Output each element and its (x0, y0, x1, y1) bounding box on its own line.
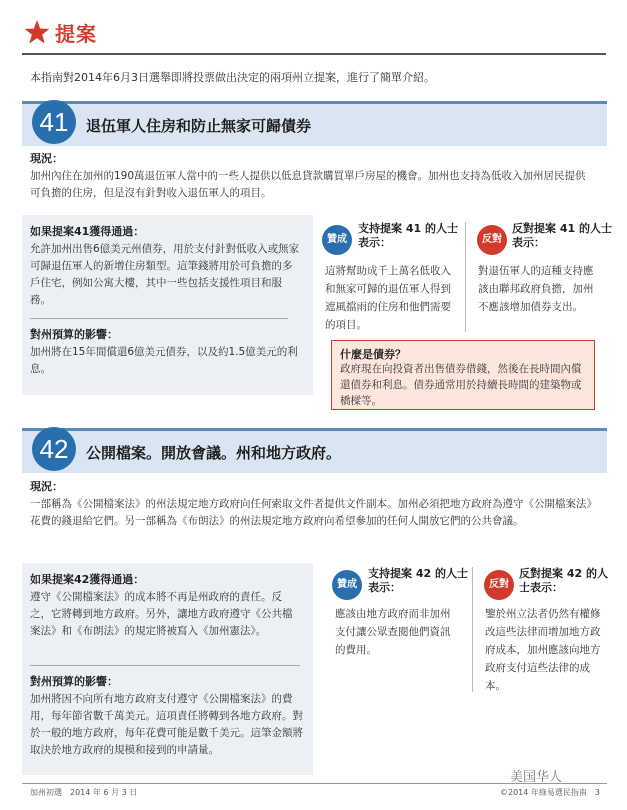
footer-left: 加州初選 2014 年 6 月 3 日 (30, 788, 138, 797)
prop41-current-label: 現況： (30, 152, 63, 165)
footer-right: ©2014 年綠易選民指南 3 (500, 788, 600, 797)
star-icon (24, 19, 50, 45)
prop41-con-heading: 反對提案 41 的人士表示： (512, 222, 612, 249)
prop42-pro-text: 應該由地方政府而非加州支付讓公眾查閱他們資訊的費用。 (335, 608, 451, 656)
prop41-if-pass-text: 允許加州出售6億美元州債券，用於支付針對低收入或無家可歸退伍軍人的新增住房類型。這筆錢將用於可負擔的多戶住宅，例如公寓大樓，其中一些包括支援性項目和服務。 (30, 243, 300, 306)
prop41-budget-label: 對州預算的影響： (30, 328, 118, 341)
watermark: 美国华人 (510, 770, 563, 785)
prop42-number: 42 (32, 427, 76, 471)
prop42-con-text: 鑒於州立法者仍然有權修改這些法律而增加地方政府成本，加州應該向地方政府支付這些法律的成本。 (485, 608, 601, 692)
prop42-pro-heading: 支持提案 42 的人士表示： (368, 567, 468, 594)
prop41-number: 41 (32, 100, 76, 144)
prop42-column-divider (472, 567, 473, 692)
prop42-current-text: 一部稱為《公開檔案法》的州法規定地方政府向任何索取文件者提供文件副本。加州必須把地方政府為遵守《公開檔案法》花費的錢退給它們。另一部稱為《布朗法》的州法規定地方政府向希望參加的任何人開放它們的公共會議。 (30, 498, 592, 527)
prop41-con-badge: 反對 (477, 225, 507, 255)
prop42-budget-label: 對州預算的影響： (30, 675, 118, 688)
page-title: 提案 (55, 22, 97, 46)
prop42-con-badge: 反對 (484, 570, 514, 600)
prop42-if-pass-text: 遵守《公開檔案法》的成本將不再是州政府的責任。反之，它將轉到地方政府。另外，讓地方政府遵守《公共檔案法》和《布朗法》的規定將被寫入《加州憲法》。 (30, 591, 293, 637)
prop41-title: 退伍軍人住房和防止無家可歸債券 (86, 117, 312, 135)
prop42-current-label: 現況： (30, 480, 63, 493)
prop41-column-divider (465, 222, 466, 332)
prop41-pro-heading: 支持提案 41 的人士表示： (358, 222, 458, 249)
bond-definition-text: 政府現在向投資者出售債券借錢，然後在長時間內償還債券和利息。債券通常用於持續長時間的建築物或橋樑等。 (340, 363, 582, 407)
prop41-pro-text: 這將幫助成千上萬名低收入和無家可歸的退伍軍人得到遮風擋雨的住房和他們需要的項目。 (325, 265, 451, 331)
prop41-budget-text: 加州將在15年間償還6億美元債券，以及約1.5億美元的利息。 (30, 346, 298, 375)
bond-definition-box (331, 340, 595, 410)
prop42-budget-text: 加州將因不向所有地方政府支付遵守《公開檔案法》的費用，每年節省數千萬美元。這項責任將轉到各地方政府。對於一般的地方政府，每年花費可能是數千美元。這筆金額將取決於地方政府的規模和接到的申請量。 (30, 693, 303, 756)
prop42-con-heading: 反對提案 42 的人士表示： (519, 567, 608, 594)
bond-definition-title: 什麼是債券？ (340, 348, 406, 361)
prop41-current-text: 加州內住在加州的190萬退伍軍人當中的一些人提供以低息貸款購買單戶房屋的機會。加州也支持為低收入加州居民提供可負擔的住房，但是沒有針對收入退伍軍人的項目。 (30, 170, 586, 199)
prop41-panel-divider (30, 318, 288, 319)
prop41-if-pass-label: 如果提案41獲得通過： (30, 225, 145, 238)
prop42-title: 公開檔案。開放會議。州和地方政府。 (86, 444, 342, 462)
prop42-pro-badge: 贊成 (332, 570, 362, 600)
prop42-if-pass-label: 如果提案42獲得通過： (30, 573, 145, 586)
intro-text: 本指南對2014年6月3日選舉即將投票做出決定的兩項州立提案，進行了簡單介紹。 (30, 71, 435, 84)
header-divider (22, 53, 606, 55)
prop42-panel-divider (30, 665, 300, 666)
prop41-pro-badge: 贊成 (322, 225, 352, 255)
prop41-con-text: 對退伍軍人的這種支持應該由聯邦政府負擔，加州不應該增加債券支出。 (478, 265, 594, 313)
